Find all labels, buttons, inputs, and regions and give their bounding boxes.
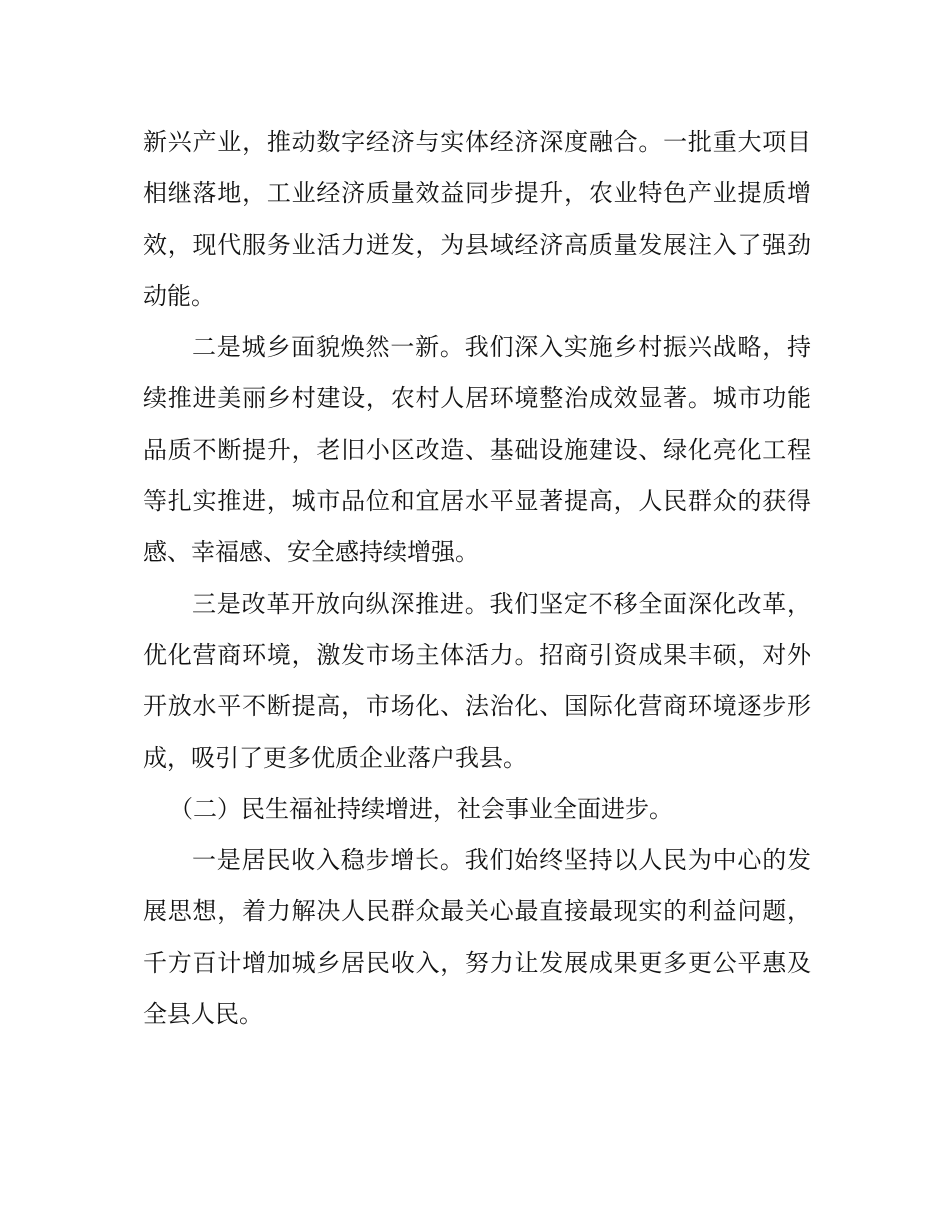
text-line: 相继落地，工业经济质量效益同步提升，农业特色产业提质增 [143, 179, 811, 208]
text-line: 效，现代服务业活力迸发，为县域经济高质量发展注入了强劲 [143, 230, 811, 259]
text-line: 品质不断提升，老旧小区改造、基础设施建设、绿化亮化工程 [143, 435, 811, 464]
text-line: 一是居民收入稳步增长。我们始终坚持以人民为中心的发 [192, 846, 811, 875]
text-line: （二）民生福祉持续增进，社会事业全面进步。 [169, 794, 673, 823]
text-line: 二是城乡面貌焕然一新。我们深入实施乡村振兴战略，持 [192, 333, 811, 362]
text-line: 全县人民。 [143, 1000, 263, 1029]
text-line: 动能。 [143, 281, 215, 310]
document-page [143, 117, 811, 1040]
paragraph [143, 579, 811, 784]
text-line: 优化营商环境，激发市场主体活力。招商引资成果丰硕，对外 [143, 640, 811, 669]
text-line: 千方百计增加城乡居民收入，努力让发展成果更多更公平惠及 [143, 948, 811, 977]
text-line: 感、幸福感、安全感持续增强。 [143, 538, 479, 567]
paragraph [143, 835, 811, 1040]
text-line: 新兴产业，推动数字经济与实体经济深度融合。一批重大项目 [143, 128, 811, 156]
text-line: 展思想，着力解决人民群众最关心最直接最现实的利益问题， [143, 897, 811, 926]
text-line: 续推进美丽乡村建设，农村人居环境整治成效显著。城市功能 [143, 384, 811, 413]
text-line: 三是改革开放向纵深推进。我们坚定不移全面深化改革， [192, 589, 811, 618]
text-line: 等扎实推进，城市品位和宜居水平显著提高，人民群众的获得 [143, 487, 811, 516]
text-line: 开放水平不断提高，市场化、法治化、国际化营商环境逐步形 [143, 692, 811, 721]
paragraph [143, 117, 811, 322]
section-heading [143, 784, 811, 835]
paragraph [143, 322, 811, 578]
text-line: 成，吸引了更多优质企业落户我县。 [143, 743, 527, 772]
